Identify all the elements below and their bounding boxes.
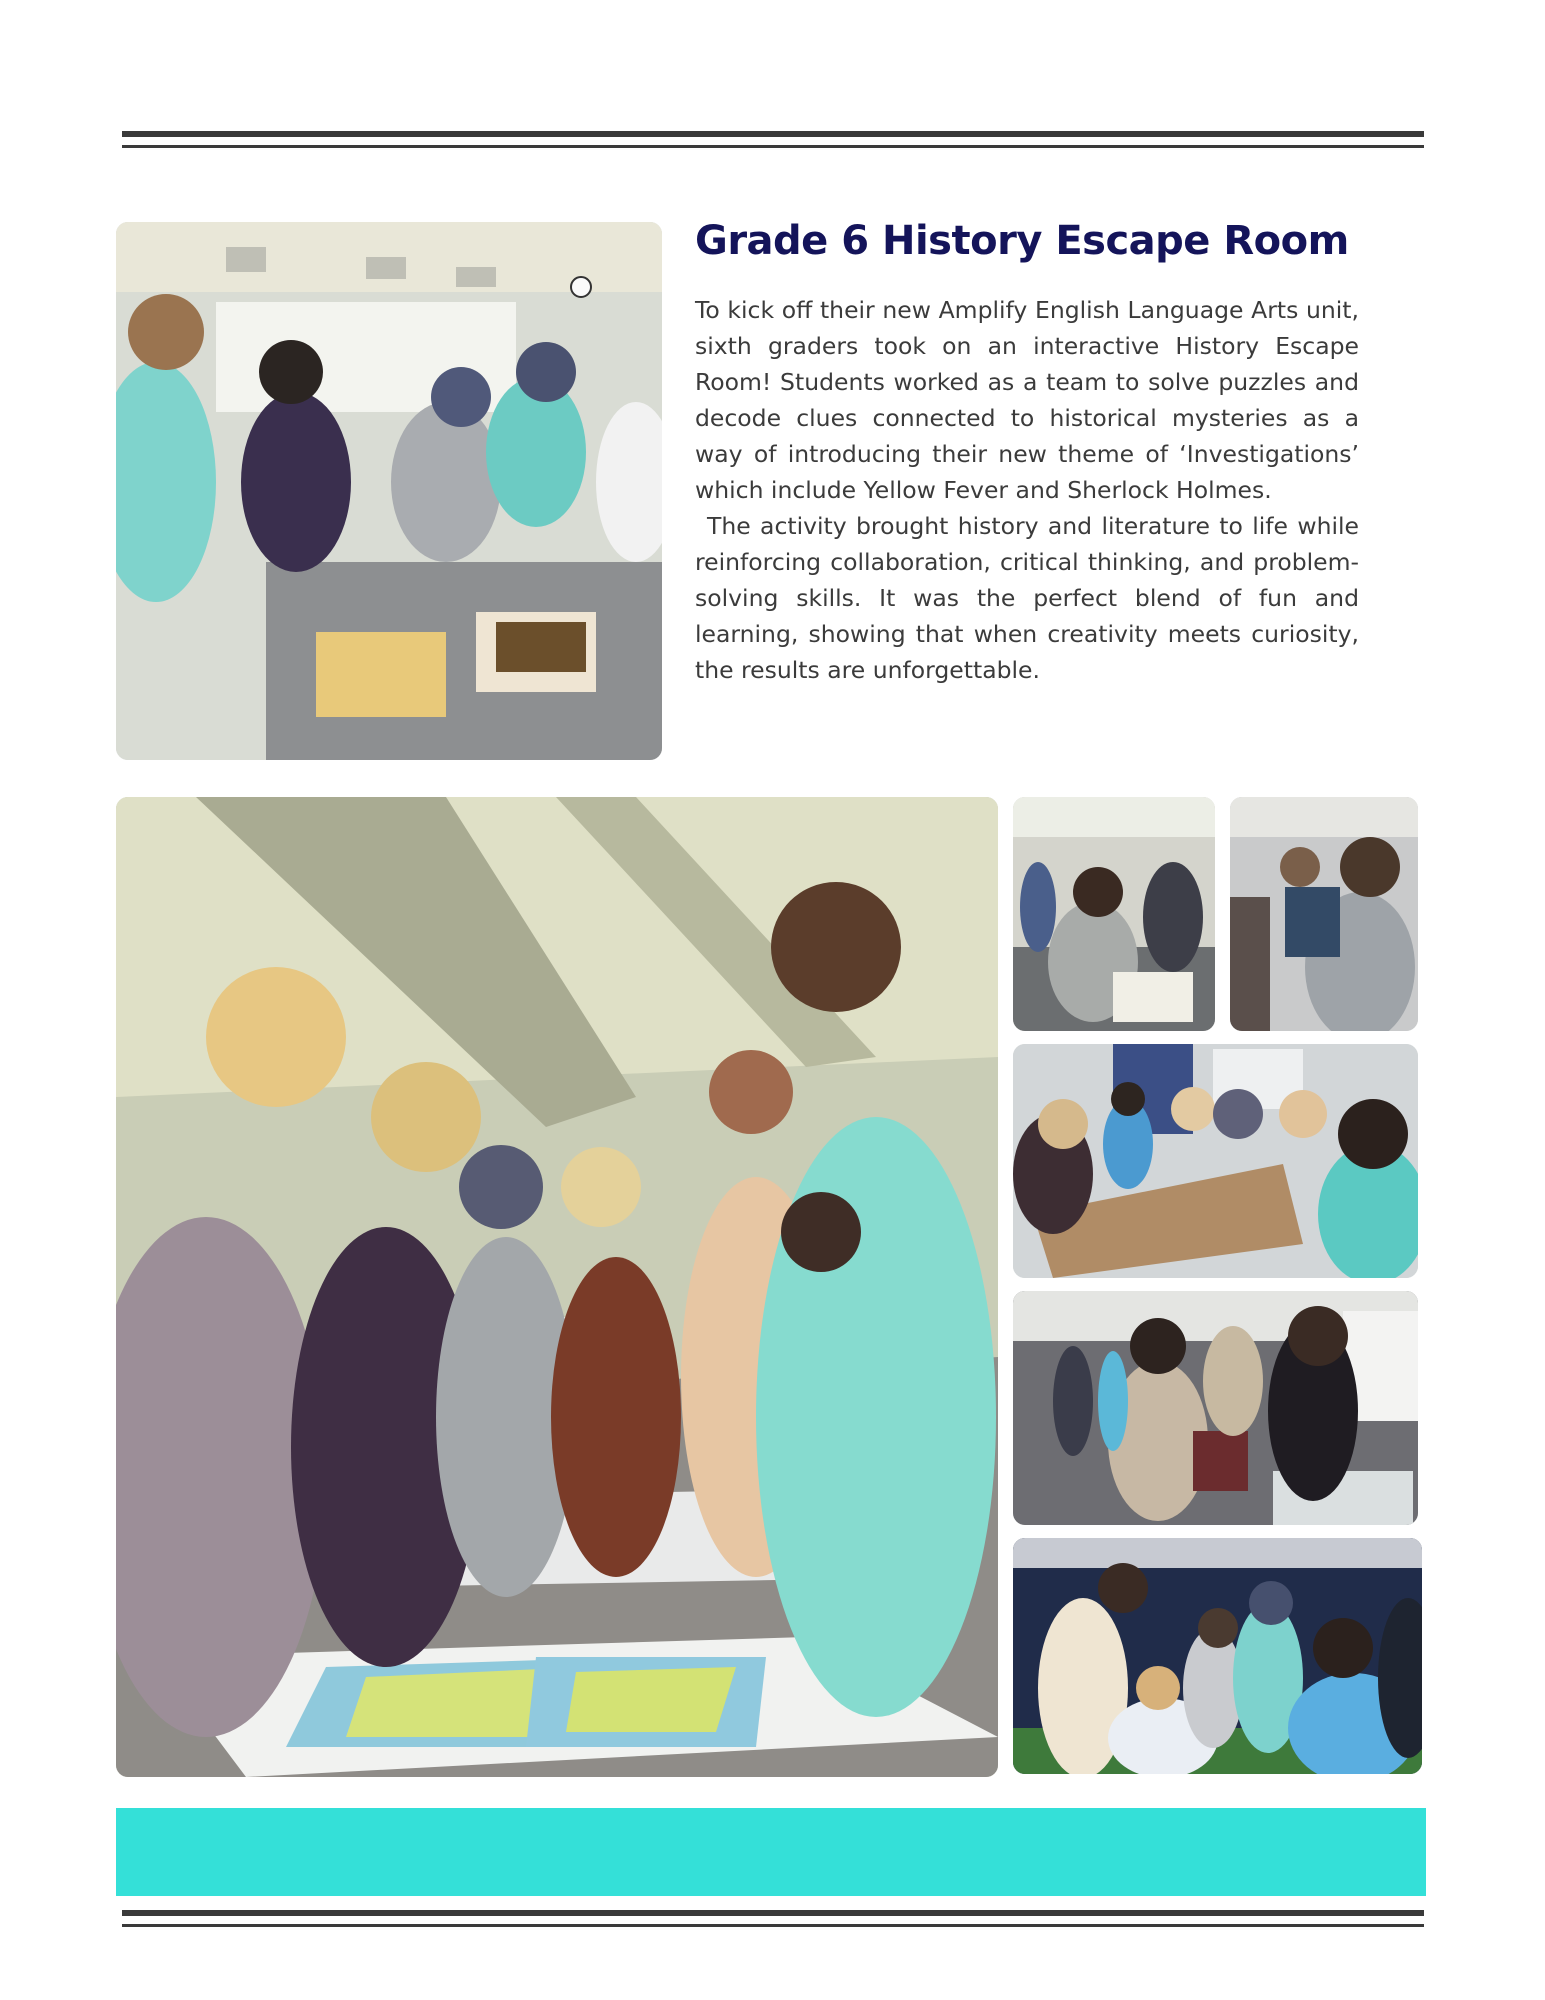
article-paragraph-2: The activity brought history and literature to life while reinforcing collaboration, critical thinking, and problem-solving skills. It was the perfect blend of fun and learning, showing that when creativity meets curiosity, the results are unforgettable.: [695, 512, 1359, 684]
students-reading-photo: [1013, 1291, 1418, 1525]
accent-band: [116, 1808, 1426, 1896]
article-paragraph-1: To kick off their new Amplify English Language Arts unit, sixth graders took on an interactive History Escape Room! Students worked as a team to solve puzzles and decode clues connected to historical mysteries as a way of introducing their new theme of ‘Investigations’ which include Yellow Fever and Sherlock Holmes.: [695, 296, 1359, 504]
students-with-binder-photo: [1013, 797, 1215, 1031]
bottom-rule-thin: [122, 1924, 1424, 1927]
top-rule-thin: [122, 145, 1424, 148]
top-rule-thick: [122, 131, 1424, 137]
students-outdoor-photo: [1013, 1538, 1422, 1774]
student-with-book-photo: [1230, 797, 1418, 1031]
article-body: [695, 292, 1359, 688]
bottom-rule-thick: [122, 1910, 1424, 1916]
classroom-photo-large: [116, 797, 998, 1777]
students-with-box-photo: [1013, 1044, 1418, 1278]
article-title: Grade 6 History Escape Room: [695, 218, 1349, 264]
classroom-photo-top: [116, 222, 662, 760]
